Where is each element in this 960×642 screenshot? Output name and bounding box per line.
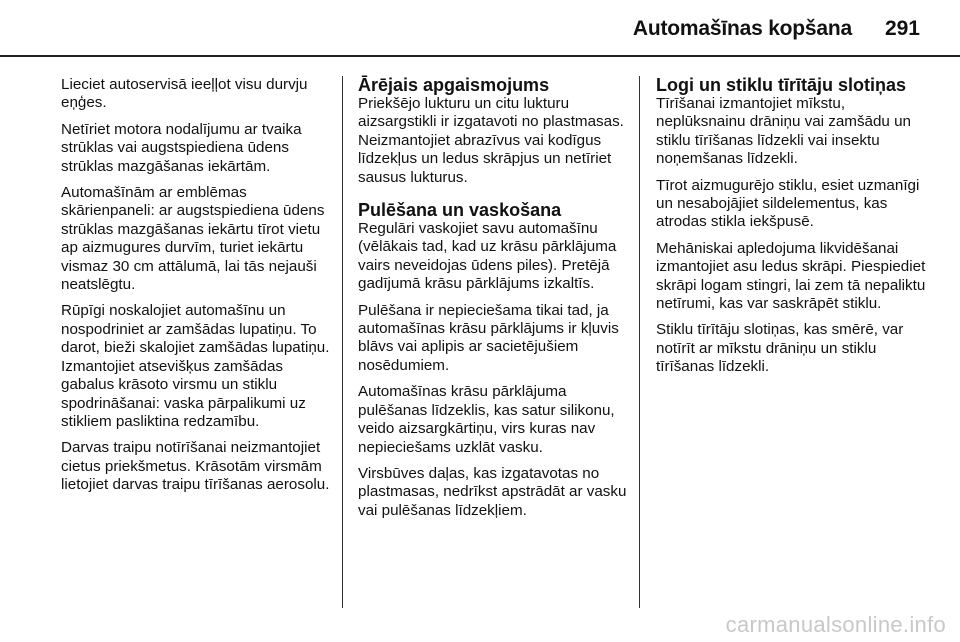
header-rule bbox=[0, 55, 960, 57]
section-heading: Ārējais apgaismojums bbox=[358, 75, 550, 95]
paragraph: Regulāri vaskojiet savu automašīnu (vēlākais tad, kad uz krāsu pārklājuma vairs neveidojas ūdens piles). Pretējā gadījumā krāsu pārklājums izkaltīs. bbox=[358, 220, 617, 293]
paragraph: Priekšējo lukturu un citu lukturu aizsargstikli ir izgatavoti no plastmasas. Neizmantojiet abrazīvus vai kodīgus līdzekļus un ledus skrāpjus un netīriet sausus lukturus. bbox=[358, 95, 624, 186]
paragraph: Pulēšana ir nepieciešama tikai tad, ja automašīnas krāsu pārklājums ir kļuvis blāvs vai aplipis ar sacietējušiem nosēdumiem. bbox=[358, 301, 619, 374]
section-polishing-waxing bbox=[358, 201, 630, 520]
column-3 bbox=[656, 76, 928, 385]
column-divider bbox=[342, 76, 343, 608]
paragraph: Tīrīšanai izmantojiet mīkstu, neplūksnainu drāniņu vai zamšādu un stiklu tīrīšanas līdzekli vai insektu noņemšanas līdzekli. bbox=[656, 95, 911, 168]
column-1 bbox=[61, 76, 333, 503]
section-windows-wipers bbox=[656, 76, 928, 377]
page-number: 291 bbox=[884, 17, 920, 40]
paragraph: Rūpīgi noskalojiet automašīnu un nospodriniet ar zamšādas lupatiņu. To darot, bieži skalojiet zamšādas lupatiņu. Izmantojiet atsevišķus zamšādas gabalus krāsoto virsmu un stiklu spodrināšanai: vaska pārpalikumi uz stikliem pasliktina redzamību. bbox=[61, 302, 330, 430]
paragraph: Darvas traipu notīrīšanai neizmantojiet cietus priekšmetus. Krāsotām virsmām lietojiet darvas traipu tīrīšanas aerosolu. bbox=[61, 439, 330, 494]
paragraph: Lieciet autoservisā ieeļļot visu durvju eņģes. bbox=[61, 76, 308, 112]
section-exterior-lighting bbox=[358, 76, 630, 187]
section-heading: Logi un stiklu tīrītāju slotiņas bbox=[656, 75, 907, 95]
running-title: Automašīnas kopšana bbox=[632, 17, 852, 40]
column-2 bbox=[358, 76, 630, 528]
paragraph: Automašīnām ar emblēmas skārienpaneli: ar augstspiediena ūdens strūklas mazgāšanas iekārtu tīrot vietu ap aizmugures durvīm, turiet iekārtu vismaz 30 cm attālumā, lai tās nejauši neatslēgtu. bbox=[61, 184, 325, 294]
page-header bbox=[0, 0, 960, 60]
paragraph: Automašīnas krāsu pārklājuma pulēšanas līdzeklis, kas satur silikonu, veido aizsargkārtiņu, virs kuras nav nepieciešams uzklāt vasku. bbox=[358, 383, 615, 456]
section-heading: Pulēšana un vaskošana bbox=[358, 200, 562, 221]
paragraph: Tīrot aizmugurējo stiklu, esiet uzmanīgi un nesabojājiet sildelementus, kas atrodas stikla iekšpusē. bbox=[656, 176, 920, 231]
paragraph: Mehāniskai apledojuma likvidēšanai izmantojiet asu ledus skrāpi. Piespiediet skrāpi logam stingri, lai zem tā nepaliktu netīrumi, kas var saskrāpēt stiklu. bbox=[656, 239, 926, 313]
column-divider bbox=[639, 76, 640, 608]
paragraph: Stiklu tīrītāju slotiņas, kas smērē, var notīrīt ar mīkstu drāniņu un stiklu tīrīšanas līdzekli. bbox=[656, 321, 904, 376]
paragraph: Virsbūves daļas, kas izgatavotas no plastmasas, nedrīkst apstrādāt ar vasku vai pulēšanas līdzekļiem. bbox=[358, 464, 627, 519]
paragraph: Netīriet motora nodalījumu ar tvaika strūklas vai augstspiediena ūdens strūklas mazgāšanas iekārtām. bbox=[61, 120, 302, 175]
watermark: carmanualsonline.info bbox=[725, 612, 946, 637]
